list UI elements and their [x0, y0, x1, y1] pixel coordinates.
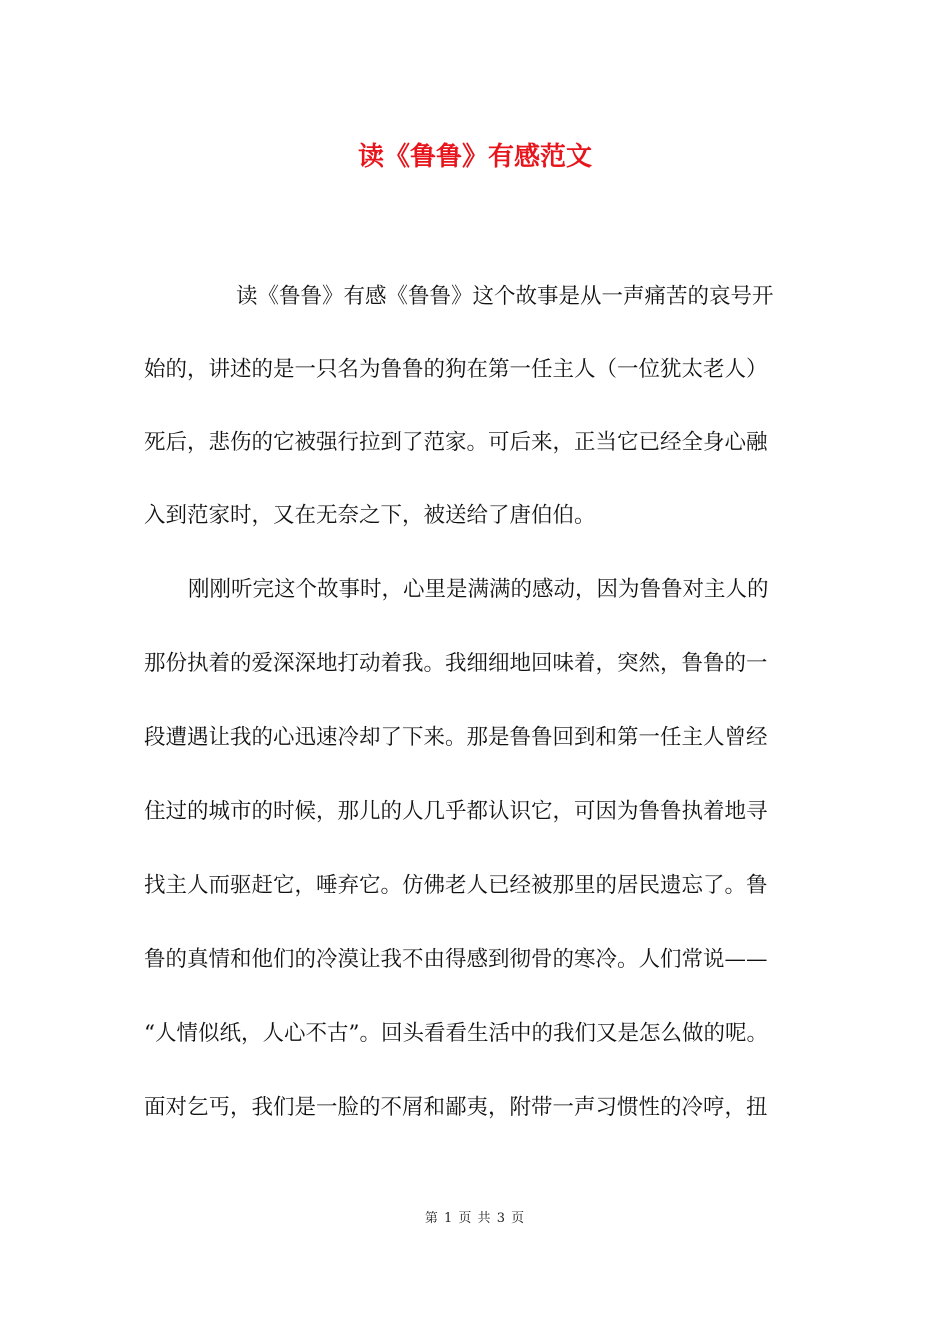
body-line: 入到范家时，又在无奈之下，被送给了唐伯伯。 — [144, 503, 596, 528]
body-line: “人情似纸，人心不古”。回头看看生活中的我们又是怎么做的呢。 — [144, 1021, 768, 1046]
body-line: 读《鲁鲁》有感《鲁鲁》这个故事是从一声痛苦的哀号开 — [236, 284, 774, 309]
document-title: 读《鲁鲁》有感范文 — [357, 142, 592, 172]
body-line: 始的，讲述的是一只名为鲁鲁的狗在第一任主人（一位犹太老人） — [144, 357, 768, 382]
page-footer: 第 1 页 共 3 页 — [424, 1211, 526, 1226]
body-line: 鲁的真情和他们的冷漠让我不由得感到彻骨的寒冷。人们常说—— — [144, 947, 768, 972]
body-line: 刚刚听完这个故事时，心里是满满的感动，因为鲁鲁对主人的 — [188, 577, 769, 602]
body-line: 死后，悲伤的它被强行拉到了范家。可后来，正当它已经全身心融 — [144, 430, 768, 455]
body-line: 住过的城市的时候，那儿的人几乎都认识它，可因为鲁鲁执着地寻 — [144, 799, 768, 824]
body-line: 那份执着的爱深深地打动着我。我细细地回味着，突然，鲁鲁的一 — [144, 651, 768, 676]
body-line: 找主人而驱赶它，唾弃它。仿佛老人已经被那里的居民遗忘了。鲁 — [144, 873, 768, 898]
body-line: 段遭遇让我的心迅速冷却了下来。那是鲁鲁回到和第一任主人曾经 — [144, 725, 768, 750]
body-line: 面对乞丐，我们是一脸的不屑和鄙夷，附带一声习惯性的冷哼，扭 — [144, 1095, 768, 1120]
